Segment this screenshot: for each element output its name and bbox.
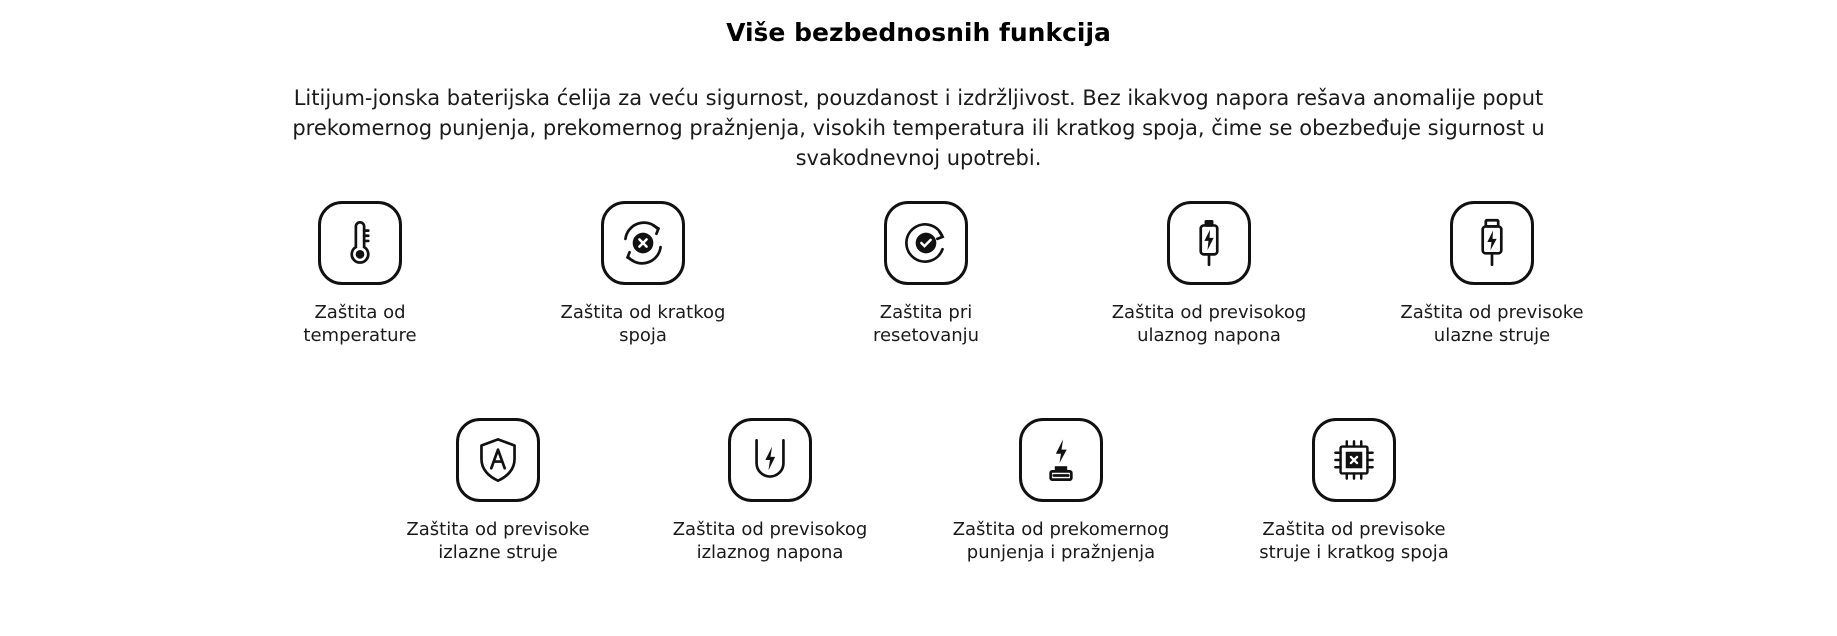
feature-label: Zaštita pri resetovanju (872, 302, 980, 346)
thermometer-icon (318, 201, 402, 285)
charging-bolt-icon (1019, 418, 1103, 502)
feature-label: Zaštita od previsokog izlaznog napona (672, 519, 868, 563)
feature-overcharge-discharge-protection (941, 418, 1181, 564)
feature-output-current-protection (378, 418, 618, 564)
feature-label: Zaštita od previsokog ulaznog napona (1111, 302, 1307, 346)
feature-output-voltage-protection (650, 418, 890, 564)
feature-overcurrent-short-circuit-protection (1234, 418, 1474, 564)
feature-reset-protection (806, 201, 1046, 347)
feature-label: Zaštita od prekomernog punjenja i pražnjenja (952, 519, 1170, 563)
feature-label: Zaštita od temperature (303, 302, 417, 346)
feature-label: Zaštita od kratkog spoja (560, 302, 726, 346)
feature-short-circuit-protection (523, 201, 763, 347)
feature-label: Zaštita od previsoke struje i kratkog spoja (1259, 519, 1449, 563)
chip-x-icon (1312, 418, 1396, 502)
plug-bolt-icon (1450, 201, 1534, 285)
feature-input-current-protection (1372, 201, 1612, 347)
reset-check-icon (884, 201, 968, 285)
u-bolt-icon (728, 418, 812, 502)
feature-temperature-protection (240, 201, 480, 347)
shield-a-icon (456, 418, 540, 502)
battery-bolt-icon (1167, 201, 1251, 285)
feature-label: Zaštita od previsoke izlazne struje (406, 519, 590, 563)
page-title: Više bezbednosnih funkcija (726, 18, 1111, 47)
feature-label: Zaštita od previsoke ulazne struje (1400, 302, 1584, 346)
feature-input-voltage-protection (1089, 201, 1329, 347)
page-description: Litijum-jonska baterijska ćelija za veću sigurnost, pouzdanost i izdržljivost. Bez ikakvog napora rešava anomalije poput prekomernog punjenja, prekomernog pražnjenja, visokih temperatura ili kratkog spoja, čime se obezbeđuje sigurnost u svakodnevnoj upotrebi. (292, 86, 1545, 170)
short-circuit-icon (601, 201, 685, 285)
